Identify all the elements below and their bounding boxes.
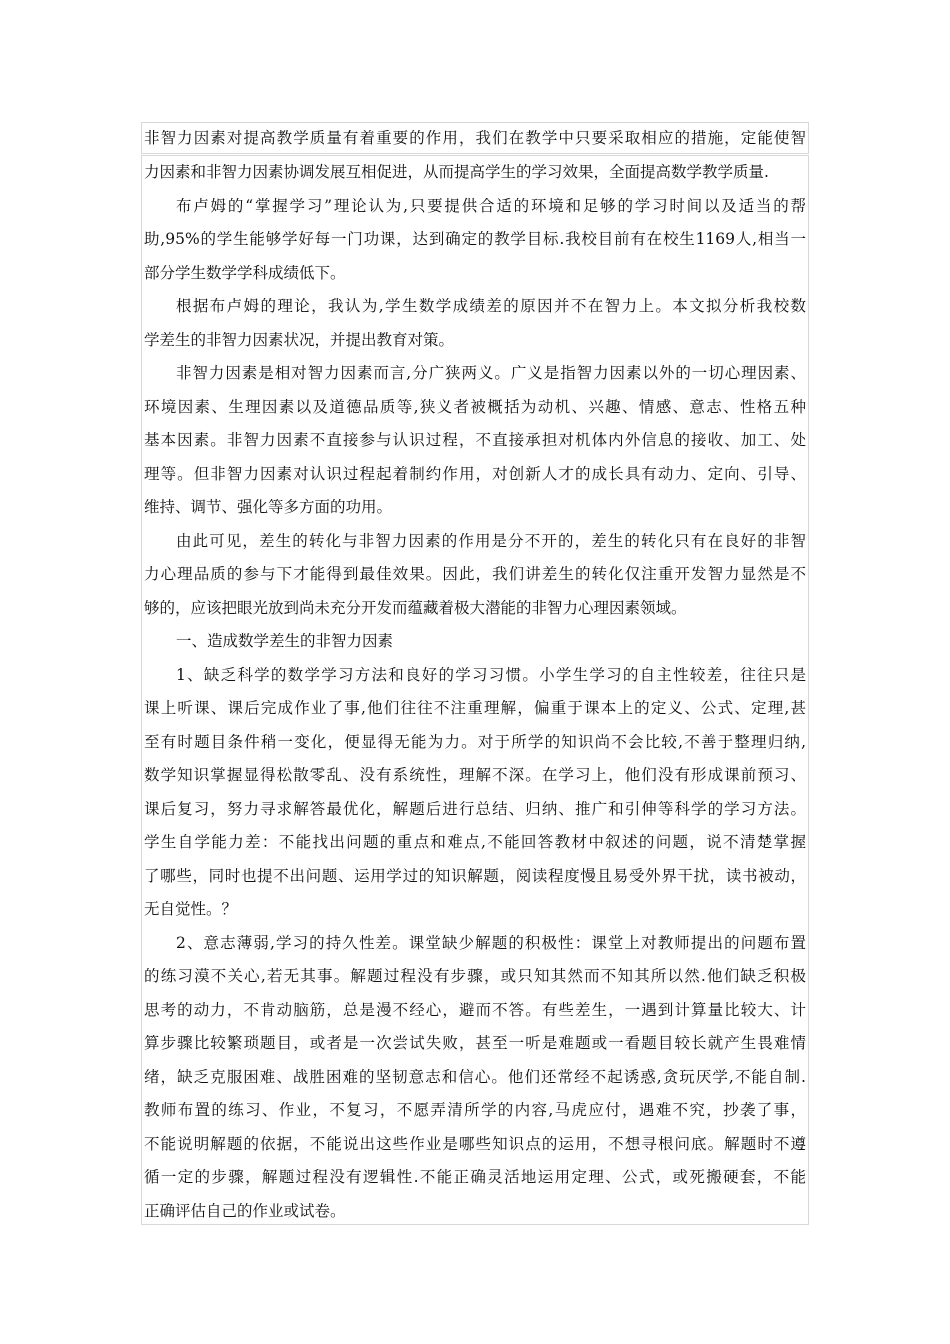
- text-line: 了哪些，同时也提不出问题、运用学过的知识解题，阅读程度慢且易受外界干扰，读书被动，: [144, 866, 806, 885]
- text-line: 1、缺乏科学的数学学习方法和良好的学习习惯。小学生学习的自主性较差，往往只是: [176, 665, 806, 684]
- text-line: 力心理品质的参与下才能得到最佳效果。因此，我们讲差生的转化仅注重开发智力显然是不: [144, 565, 806, 583]
- text-line: 课后复习，努力寻求解答最优化，解题后进行总结、归纳、推广和引伸等科学的学习方法。: [144, 799, 806, 818]
- text-line: 根据布卢姆的理论，我认为,学生数学成绩差的原因并不在智力上。本文拟分析我校数: [176, 297, 806, 315]
- text-line: 绪，缺乏克服困难、战胜困难的坚韧意志和信心。他们还常经不起诱惑,贪玩厌学,不能自制.: [144, 1067, 806, 1086]
- text-line: 不能说明解题的依据，不能说出这些作业是哪些知识点的运用，不想寻根问底。解题时不遵: [144, 1134, 806, 1153]
- text-line: 数学知识掌握显得松散零乱、没有系统性，理解不深。在学习上，他们没有形成课前预习、: [144, 766, 806, 784]
- text-line: 课上听课、课后完成作业了事,他们往往不注重理解，偏重于课本上的定义、公式、定理,甚: [144, 699, 806, 717]
- text-line: 正确评估自己的作业或试卷。: [144, 1201, 346, 1220]
- text-line: 2、意志薄弱,学习的持久性差。课堂缺少解题的积极性：课堂上对教师提出的问题布置: [176, 933, 806, 952]
- text-line: 思考的动力，不肯动脑筋，总是漫不经心，避而不答。有些差生，一遇到计算量比较大、计: [144, 1000, 806, 1019]
- text-line: 的练习漠不关心,若无其事。解题过程没有步骤，或只知其然而不知其所以然.他们缺乏积极: [144, 967, 806, 985]
- text-line: 一、造成数学差生的非智力因素: [176, 632, 394, 650]
- text-line: 力因素和非智力因素协调发展互相促进，从而提高学生的学习效果，全面提高数学教学质量.: [144, 163, 769, 181]
- text-line: 助,95%的学生能够学好每一门功课，达到确定的教学目标.我校目前有在校生1169人,相当一: [144, 230, 806, 248]
- text-line: 至有时题目条件稍一变化，便显得无能为力。对于所学的知识尚不会比较,不善于整理归纳,: [144, 732, 806, 751]
- text-line: 环境因素、生理因素以及道德品质等,狭义者被概括为动机、兴趣、情感、意志、性格五种: [144, 397, 806, 416]
- text-line: 由此可见，差生的转化与非智力因素的作用是分不开的，差生的转化只有在良好的非智: [176, 531, 806, 550]
- text-line: 够的，应该把眼光放到尚未充分开发而蕴藏着极大潜能的非智力心理因素领域。: [144, 598, 687, 617]
- text-line: 非智力因素对提高教学质量有着重要的作用，我们在教学中只要采取相应的措施，定能使智: [144, 129, 806, 147]
- text-line: 无自觉性。？: [144, 900, 238, 918]
- text-line: 学差生的非智力因素状况，并提出教育对策。: [144, 330, 455, 349]
- text-line: 教师布置的练习、作业，不复习，不愿弄清所学的内容,马虎应付，遇难不究，抄袭了事，: [144, 1101, 806, 1119]
- text-line: 算步骤比较繁琐题目，或者是一次尝试失败，甚至一听是难题或一看题目较长就产生畏难情: [144, 1034, 806, 1052]
- text-line: 学生自学能力差：不能找出问题的重点和难点,不能回答教材中叙述的问题，说不清楚掌握: [144, 833, 806, 851]
- text-line: 部分学生数学学科成绩低下。: [144, 263, 346, 282]
- text-line: 非智力因素是相对智力因素而言,分广狭两义。广义是指智力因素以外的一切心理因素、: [176, 364, 806, 382]
- text-line: 布卢姆的“掌握学习”理论认为,只要提供合适的环境和足够的学习时间以及适当的帮: [176, 196, 806, 215]
- text-line: 基本因素。非智力因素不直接参与认识过程，不直接承担对机体内外信息的接收、加工、处: [144, 431, 806, 449]
- text-line: 维持、调节、强化等多方面的功用。: [144, 498, 393, 516]
- text-line: 理等。但非智力因素对认识过程起着制约作用，对创新人才的成长具有动力、定向、引导、: [144, 464, 806, 483]
- text-block-top: [141, 122, 809, 154]
- text-line: 循一定的步骤，解题过程没有逻辑性.不能正确灵活地运用定理、公式，或死搬硬套，不能: [144, 1168, 806, 1186]
- text-block-main: [141, 155, 809, 1225]
